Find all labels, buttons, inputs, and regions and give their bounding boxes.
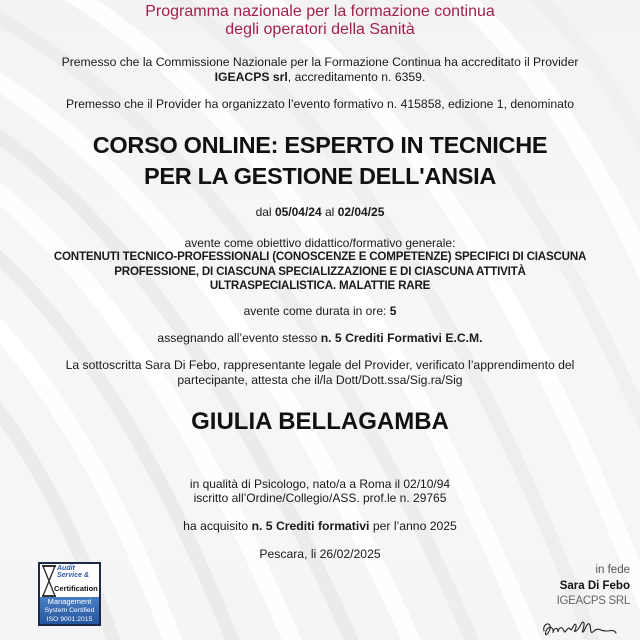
course-title-line2: PER LA GESTIONE DELL'ANSIA bbox=[143, 163, 497, 189]
credits-acquired-year: per l’anno 2025 bbox=[372, 519, 457, 533]
course-title bbox=[0, 130, 640, 192]
signer-name: Sara Di Febo bbox=[559, 579, 630, 592]
signer-company: IGEACPS SRL bbox=[556, 595, 630, 607]
cert-logo-audit: Audit bbox=[57, 565, 75, 572]
cert-logo-system-certified: System Certified bbox=[44, 607, 95, 614]
cert-logo-iso: ISO 9001:2015 bbox=[46, 616, 93, 623]
dates-to-label: al bbox=[325, 205, 335, 219]
attestation-line2: partecipante, attesta che il/la Dott/Dott.ssa/Sig.ra/Sig bbox=[177, 373, 463, 387]
iso-certification-logo bbox=[38, 562, 101, 626]
participant-registration: iscritto all’Ordine/Collegio/ASS. prof.le n. 29765 bbox=[193, 491, 447, 505]
course-dates bbox=[0, 205, 640, 220]
program-header-line1: Programma nazionale per la formazione continua bbox=[145, 3, 495, 20]
duration bbox=[0, 304, 640, 319]
objective-line1: CONTENUTI TECNICO-PROFESSIONALI (CONOSCENZE E COMPETENZE) SPECIFICI DI CIASCUNA bbox=[53, 250, 587, 263]
credits-acquired bbox=[0, 519, 640, 534]
credits-assigned bbox=[0, 331, 640, 346]
participant-profession: in qualità di Psicologo, nato/a a Roma il 02/10/94 bbox=[189, 477, 451, 491]
credits-assigned-value: n. 5 Crediti Formativi E.C.M. bbox=[320, 331, 483, 345]
objective-line2: PROFESSIONE, DI CIASCUNA SPECIALIZZAZIONE E DI CIASCUNA ATTIVITÀ bbox=[114, 264, 526, 278]
objective-text bbox=[0, 250, 640, 294]
dates-from-label: dal bbox=[255, 205, 272, 219]
premise-event: Premesso che il Provider ha organizzato l’evento formativo n. 415858, edizione 1, denominato bbox=[65, 97, 575, 111]
objective-line3: ULTRASPECIALISTICA. MALATTIE RARE bbox=[209, 279, 431, 292]
cert-logo-service: Service & bbox=[57, 572, 89, 579]
cert-logo-management: Management bbox=[47, 597, 92, 606]
program-header-line2: degli operatori della Sanità bbox=[225, 21, 415, 38]
place-date: Pescara, li 26/02/2025 bbox=[259, 547, 381, 561]
handwritten-signature-icon bbox=[540, 617, 620, 639]
provider-name: IGEACPS srl bbox=[214, 70, 288, 84]
participant-details bbox=[0, 477, 640, 505]
attestation bbox=[0, 358, 640, 388]
accreditation-number: , accreditamento n. 6359. bbox=[287, 70, 426, 84]
date-to: 02/04/25 bbox=[337, 205, 385, 219]
credits-acquired-value: n. 5 Crediti formativi bbox=[251, 519, 370, 533]
attestation-line1: La sottoscritta Sara Di Febo, rappresentante legale del Provider, verificato l’apprendimento del bbox=[65, 358, 575, 372]
credits-assigned-label: assegnando all’evento stesso bbox=[157, 331, 318, 345]
objective-label: avente come obiettivo didattico/formativo generale: bbox=[184, 236, 456, 250]
program-header bbox=[0, 3, 640, 39]
course-title-line1: CORSO ONLINE: ESPERTO IN TECNICHE bbox=[92, 132, 548, 158]
cert-logo-certification: Certification bbox=[54, 584, 98, 593]
in-fede-label: in fede bbox=[595, 564, 630, 576]
duration-hours: 5 bbox=[389, 304, 397, 318]
credits-acquired-label: ha acquisito bbox=[183, 519, 249, 533]
signature-block bbox=[557, 563, 630, 610]
duration-label: avente come durata in ore: bbox=[243, 304, 387, 318]
date-from: 05/04/24 bbox=[274, 205, 322, 219]
premise-accreditation bbox=[0, 55, 640, 85]
participant-name: GIULIA BELLAGAMBA bbox=[191, 408, 449, 435]
premise-accreditation-text: Premesso che la Commissione Nazionale per la Formazione Continua ha accreditato il Provider bbox=[61, 55, 579, 69]
